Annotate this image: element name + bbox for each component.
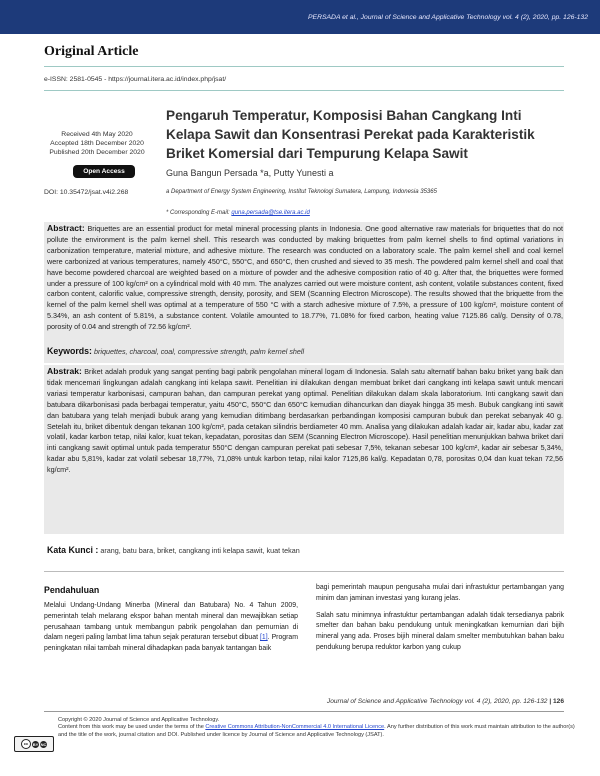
divider [44, 66, 564, 67]
article-type: Original Article [44, 44, 139, 59]
by-icon: BY [32, 741, 39, 747]
issn-line: e-ISSN: 2581-0545 - https://journal.itera.ac.id/index.php/jsat/ [44, 76, 227, 83]
footer-journal-ref [327, 698, 564, 705]
authors: Guna Bangun Persada *a, Putty Yunesti a [166, 168, 334, 178]
abstrak-text: Briket adalah produk yang sangat penting bagi pabrik pengolahan mineral logam di Indonesia. Salah satu alternatif bahan baku briket yang baik dan tidak mencemari lingkungan adalah cangkang inti kelapa sawit. Penelitian ini dilakukan dengan membuat briket dari cangkang inti kelapa sawit untuk mencari variasi temperatur karbonisasi, campuran bahan, dan campuran perekat yang optimal. Penelitian dilakukan dalam skala laboratorium. Inti cangkang sawit dan batubara dikarbonisasi pada berbagai temperatur, yaitu 450°C, 550°C dan 650°C kemudian dihancurkan dan diayak hingga 35 mesh. Bubuk cangkang inti sawit dan batubara yang telah menjadi bubuk arang yang kemudian ditimbang berdasarkan perbandingan komposisi campuran bubuk dan perekat sebanyak 40 g. Setelah itu, briket dibentuk dengan tekanan 100 kg/cm², pada cetakan silindris berdiameter 40 mm. Analisa yang dilakukan adalah kadar air, kadar abu, kadar zat volatil, kadar karbon tetap, nilai kalor, kuat tekan, kepadatan, porositas dan SEM (Scanning Electron Microscope). Hasil penelitian menunjukkan bahwa briket dari inti cangkang sawit optimal untuk pada temperatur 550°C dengan campuran perekat pati sebesar 7,5%, tekanan sebesar 100 kg/cm², kadar air sebesar 5,34%, kadar abu 5,81%, kadar zat volatil sebesar 18,77%, 71,08% untuk karbon tetap, nilai kalor 7125,86 kal/g. Kepadatan 0,78, porositas 0,04 dan kuat tekan 72,56 kg/cm². [47, 367, 563, 475]
copyright-notice [58, 717, 578, 739]
kata-kunci-text: arang, batu bara, briket, cangkang inti kelapa sawit, kuat tekan [100, 546, 300, 555]
corresponding-label: * Corresponding E-mail: [166, 210, 230, 216]
open-access-badge: Open Access [73, 165, 135, 178]
email-link[interactable]: guna.persada@tse.itera.ac.id [231, 210, 310, 216]
section-heading: Pendahuluan [44, 585, 100, 595]
body-text: . Program peningkatan nilai tambah mineral dihadapkan pada banyak tantangan baik [44, 634, 298, 653]
keywords-en [47, 346, 304, 356]
abstract-en [47, 223, 563, 333]
journal-reference: PERSADA et al., Journal of Science and Applicative Technology vol. 4 (2), 2020, pp. 126-132 [308, 14, 588, 21]
footer-divider [44, 711, 564, 712]
accepted-date: Accepted 18th December 2020 [50, 140, 144, 147]
journal-header-bar [0, 0, 600, 34]
body-text: Melalui Undang-Undang Minerba (Mineral dan Batubara) No. 4 Tahun 2009, pemerintah telah melarang ekspor bahan mentah mineral dan mewajibkan setiap perusahaan tambang untuk membangun pabrik pengolahan dan pemurnian di dalam negeri paling lambat lima tahun sejak peraturan tersebut dibuat [44, 602, 298, 642]
received-date: Received 4th May 2020 [61, 131, 133, 138]
abstract-id [47, 366, 563, 476]
keywords-label: Keywords: [47, 346, 92, 356]
body-paragraph: bagi pemerintah maupun pengusaha mulai dari infrastuktur pertambangan yang minim dan jaminan investasi yang kurang jelas. [316, 584, 564, 602]
page-number: | 126 [549, 698, 564, 705]
abstract-label: Abstract: [47, 223, 85, 233]
cc-license-badge[interactable] [14, 736, 54, 752]
license-link[interactable]: Creative Commons Attribution-NonCommercial 4.0 International Licence [205, 724, 385, 731]
license-text-post: . Any further distribution of this work must maintain attribution to the author(s) and the title of the work, journal citation and DOI. Published under licence by Journal of Science and Applicative Technology (JSAT). [58, 724, 575, 738]
license-text: Content from this work may be used under the terms of the [58, 724, 204, 731]
kata-kunci-label: Kata Kunci : [47, 545, 99, 555]
copyright-title: Copyright © 2020 Journal of Science and Applicative Technology. [58, 717, 220, 723]
keywords-id [47, 545, 300, 555]
abstract-text: Briquettes are an essential product for metal mineral processing plants in Indonesia. One good alternative raw materials for briquettes that do not pollute the environment is the palm kernel shell. This research was conducted by making briquettes from palm kernel shells to find optimal variations in carbonization temperature, material mixture, and adhesive mixture. The research was conducted on a laboratory scale. The palm kernel shell and coal kernel were carbonized at various temperatures, namely 450°C, 550°C, and 650°C, then crushed and sieved to 35 mesh. The powdered palm kernel shell and coal that have become powdered charcoal are weighted based on a mixture of powder and the adhesive composition ratio of 40 g. After that, the briquettes were formed under a pressure of 100 kg/cm² on a cylindrical mold with 40 mm. The analyzes carried out were moisture content, ash content, volatile substances content, fixed carbon content, calorific value, compressive strength, density, porosity, and SEM (Scanning Electron Microscope). The results showed that the briquette from the kernel of the palm kernel shell was optimal at a temperature of 550 °C with a starch adhesive mixture of 7.5%, a pressure of 100 kg/cm², moisture content of 5.34%, an ash content of 5.81%, a substance content. Volatile amounted to 18.77%, 71.08% for fixed carbon, heating value 7125.86 cal/g. Density of 0.78, porosity of 0.04 and strength of 72.56 kg/cm². [47, 224, 564, 332]
column-left [44, 601, 298, 655]
nc-icon: NC [40, 741, 47, 747]
citation-link[interactable]: [1] [260, 634, 268, 642]
cc-logo-icon: cc [21, 739, 31, 749]
published-date: Published 20th December 2020 [49, 149, 145, 156]
doi: DOI: 10.35472/jsat.v4i2.268 [44, 189, 129, 196]
divider [44, 90, 564, 91]
article-dates [44, 130, 150, 157]
column-right [316, 583, 564, 654]
keywords-text: briquettes, charcoal, coal, compressive strength, palm kernel shell [93, 347, 305, 356]
abstrak-label: Abstrak: [47, 366, 82, 376]
body-paragraph: Salah satu minimnya infrastuktur pertambangan adalah tidak tersedianya pabrik smelter dan bahan baku pendukung untuk meningkatkan kemurnian dari bijih mineral yang ada. Proses bijih mineral dalam smelter membutuhkan bahan baku pendukung berupa reduktor karbon yang cukup [316, 611, 564, 651]
footer-journal: Journal of Science and Applicative Technology vol. 4 (2), 2020, pp. 126-132 [326, 698, 548, 705]
corresponding-email [166, 210, 310, 216]
divider [44, 571, 564, 572]
paper-title: Pengaruh Temperatur, Komposisi Bahan Cangkang Inti Kelapa Sawit dan Konsentrasi Perekat pada Karakteristik Briket Komersial dari Tempurung Kelapa Sawit [166, 108, 535, 161]
affiliation: a Department of Energy System Engineering, Institut Teknologi Sumatera, Lampung, Indonesia 35365 [166, 189, 437, 195]
